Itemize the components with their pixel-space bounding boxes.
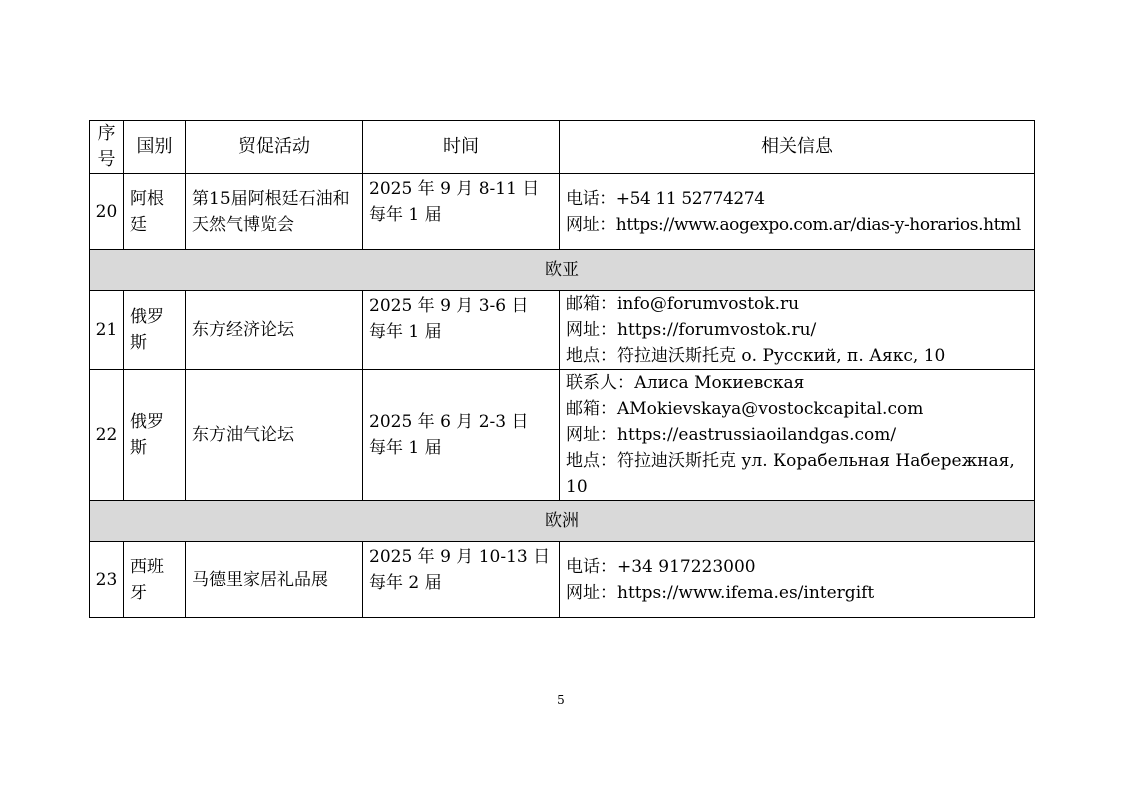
row-activity: 第15届阿根廷石油和天然气博览会 [186, 174, 363, 250]
time-date: 2025 年 9 月 3-6 日 [369, 296, 529, 316]
info-contact: 联系人：Алиса Мокиевская [566, 373, 805, 393]
table-row [90, 291, 1035, 370]
row-time [363, 542, 560, 618]
time-frequency: 每年 1 届 [369, 438, 442, 458]
info-email: 邮箱：AMokievskaya@vostockcapital.com [566, 399, 924, 419]
row-time [363, 370, 560, 501]
header-activity: 贸促活动 [186, 121, 363, 174]
header-country: 国别 [124, 121, 186, 174]
row-country: 俄罗斯 [124, 370, 186, 501]
row-time [363, 174, 560, 250]
info-location: 地点：符拉迪沃斯托克 ул. Корабельная Набережная, 10 [566, 451, 1015, 497]
row-no: 21 [90, 291, 124, 370]
row-info [560, 370, 1035, 501]
time-frequency: 每年 1 届 [369, 205, 442, 225]
table-row [90, 542, 1035, 618]
info-website: 网址：https://eastrussiaoilandgas.com/ [566, 425, 897, 445]
info-email: 邮箱：info@forumvostok.ru [566, 294, 800, 314]
time-frequency: 每年 1 届 [369, 322, 442, 342]
info-website: 网址：https://www.ifema.es/intergift [566, 582, 875, 603]
table-header-row [90, 121, 1035, 174]
row-activity: 东方经济论坛 [186, 291, 363, 370]
row-country: 阿根廷 [124, 174, 186, 250]
time-date: 2025 年 9 月 8-11 日 [369, 179, 540, 199]
header-time: 时间 [363, 121, 560, 174]
row-info [560, 542, 1035, 618]
time-date: 2025 年 9 月 10-13 日 [369, 547, 551, 567]
time-date: 2025 年 6 月 2-3 日 [369, 412, 529, 432]
row-no: 23 [90, 542, 124, 618]
page-number: 5 [557, 693, 565, 707]
header-info: 相关信息 [560, 121, 1035, 174]
row-no: 22 [90, 370, 124, 501]
row-country: 西班牙 [124, 542, 186, 618]
table-row [90, 370, 1035, 501]
trade-promotion-table [89, 120, 1035, 618]
row-info [560, 291, 1035, 370]
region-row [90, 501, 1035, 542]
info-phone: 电话：+34 917223000 [566, 556, 756, 577]
info-website: 网址：https://forumvostok.ru/ [566, 320, 817, 340]
info-location: 地点：符拉迪沃斯托克 о. Русский, п. Аякс, 10 [566, 346, 946, 366]
table-row [90, 174, 1035, 250]
row-time [363, 291, 560, 370]
region-label: 欧亚 [90, 250, 1035, 291]
header-no: 序号 [90, 121, 124, 174]
info-phone: 电话：+54 11 52774274 [566, 188, 765, 209]
row-info [560, 174, 1035, 250]
region-row [90, 250, 1035, 291]
info-website: 网址：https://www.aogexpo.com.ar/dias-y-horarios.html [566, 214, 1021, 235]
row-no: 20 [90, 174, 124, 250]
row-country: 俄罗斯 [124, 291, 186, 370]
time-frequency: 每年 2 届 [369, 573, 442, 593]
row-activity: 东方油气论坛 [186, 370, 363, 501]
row-activity: 马德里家居礼品展 [186, 542, 363, 618]
region-label: 欧洲 [90, 501, 1035, 542]
